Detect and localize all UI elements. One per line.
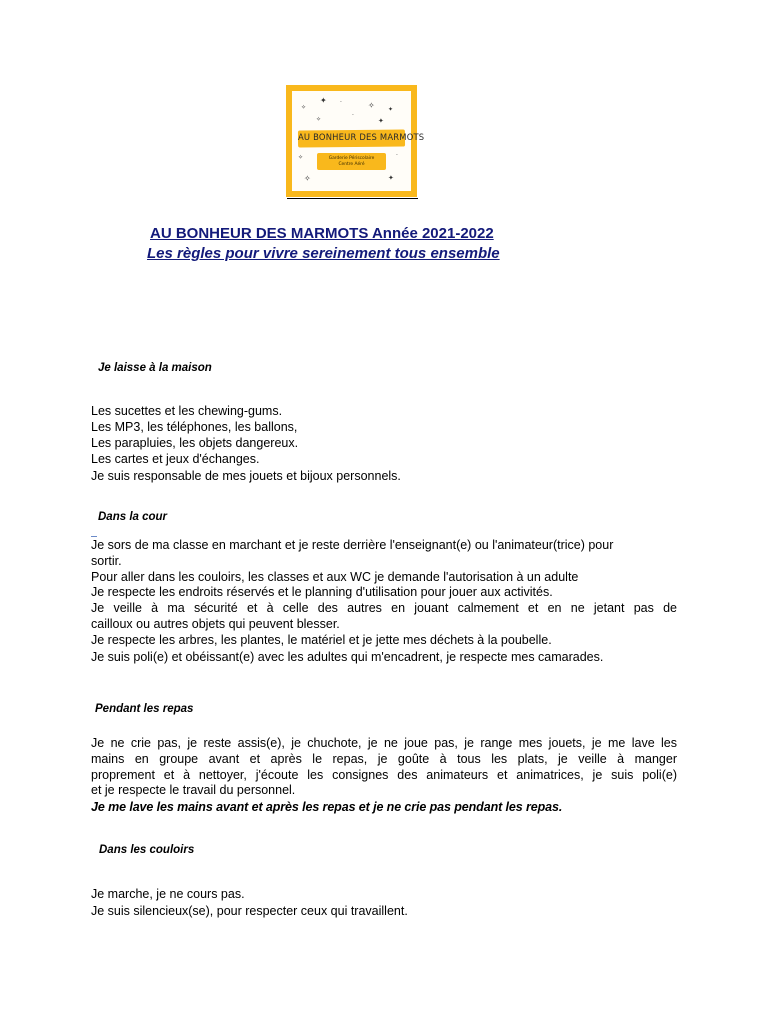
text-line: Les sucettes et les chewing-gums.	[91, 404, 283, 418]
logo-underline	[287, 198, 418, 199]
text-line: sortir.	[91, 554, 122, 568]
dot-icon: ✧	[301, 104, 307, 111]
logo	[286, 85, 425, 197]
text-line: mains en groupe avant et après le repas, je goûte à tous les plats, je veille à manger	[91, 752, 677, 766]
section-title: Pendant les repas	[95, 703, 194, 715]
sparkle-icon: ✧	[316, 116, 322, 123]
text-line: Je sors de ma classe en marchant et je reste derrière l'enseignant(e) ou l'animateur(trice) pour	[91, 538, 614, 552]
text-line: Je respecte les endroits réservés et le planning d'utilisation pour jouer aux activités.	[91, 585, 553, 599]
logo-card	[292, 91, 425, 191]
dot-icon: ·	[352, 112, 354, 119]
text-line: Pour aller dans les couloirs, les classes et aux WC je demande l'autorisation à un adulte	[91, 570, 579, 584]
text-line: Je suis silencieux(se), pour respecter ceux qui travaillent.	[91, 904, 408, 918]
logo-subtitle: Centre Aéré	[338, 162, 365, 167]
logo-title: AU BONHEUR DES MARMOTS	[298, 132, 425, 142]
section-title: Je laisse à la maison	[98, 362, 212, 374]
text-line: Je suis poli(e) et obéissant(e) avec les adultes qui m'encadrent, je respecte mes camarades.	[91, 650, 604, 664]
text-line: Les parapluies, les objets dangereux.	[91, 436, 299, 450]
emphasis-line: Je me lave les mains avant et après les repas et je ne crie pas pendant les repas.	[91, 800, 563, 814]
document-title: AU BONHEUR DES MARMOTS Année 2021-2022	[150, 225, 494, 242]
text-line: Je respecte les arbres, les plantes, le matériel et je jette mes déchets à la poubelle.	[91, 633, 552, 647]
sparkle-icon: ✦	[378, 117, 384, 125]
text-line: proprement et à nettoyer, j'écoute les consignes des animateurs et animatrices, je suis poli(e)	[91, 768, 677, 782]
text-line: Je veille à ma sécurité et à celle des autres en jouant calmement et en ne jetant pas de	[91, 601, 677, 615]
text-line: cailloux ou autres objets qui peuvent blesser.	[91, 617, 340, 631]
text-line: Les MP3, les téléphones, les ballons,	[91, 420, 298, 434]
star-icon: ✧	[304, 174, 311, 183]
sparkle-icon: ✦	[320, 96, 327, 105]
sparkle-icon: ✦	[388, 174, 394, 182]
sparkle-icon: ✦	[388, 106, 394, 113]
text-line: Les cartes et jeux d'échanges.	[91, 452, 260, 466]
dot-icon: ·	[396, 152, 398, 159]
document-subtitle: Les règles pour vivre sereinement tous ensemble	[147, 245, 500, 262]
dot-icon: ·	[340, 99, 342, 106]
star-icon: ✧	[368, 101, 375, 110]
text-line: Je suis responsable de mes jouets et bijoux personnels.	[91, 469, 401, 483]
text-line: Je marche, je ne cours pas.	[91, 887, 245, 901]
dot-icon: ✧	[298, 154, 304, 161]
section-title: Dans les couloirs	[99, 844, 195, 856]
logo-subtitle: Garderie Périscolaire	[328, 156, 375, 161]
section-title: Dans la cour	[98, 511, 168, 523]
text-line: Je ne crie pas, je reste assis(e), je chuchote, je ne joue pas, je range mes jouets, je me lave les	[91, 736, 677, 750]
text-line: et je respecte le travail du personnel.	[91, 783, 296, 797]
